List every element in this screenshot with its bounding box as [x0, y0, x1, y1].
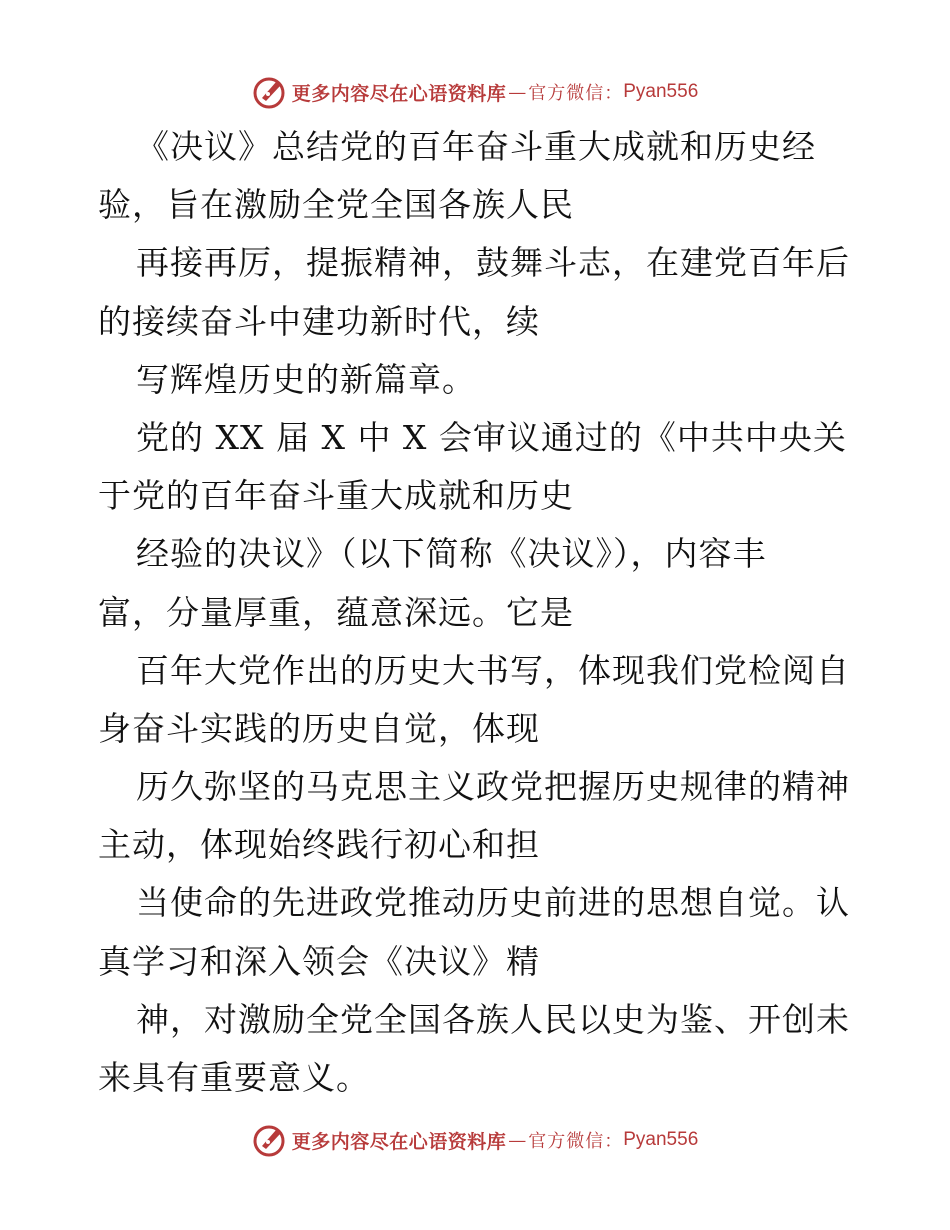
- text-line: 验，旨在激励全党全国各族人民: [98, 185, 574, 225]
- pen-nib-circle-icon: [252, 1122, 288, 1158]
- text-line: 百年大党作出的历史大书写，体现我们党检阅自: [136, 650, 850, 690]
- text-line: 再接再厉，提振精神，鼓舞斗志，在建党百年后: [136, 243, 850, 283]
- text-line: 写辉煌历史的新篇章。: [136, 359, 476, 399]
- pen-nib-circle-icon: [252, 74, 288, 110]
- text-line: 神，对激励全党全国各族人民以史为鉴、开创未: [136, 999, 850, 1039]
- text-line: 党的 XX 届 X 中 X 会审议通过的《中共中央关: [136, 417, 847, 457]
- banner-handle: Pyan556: [623, 81, 699, 102]
- text-line: 真学习和深入领会《决议》精: [98, 941, 540, 981]
- text-line: 经验的决议》（以下简称《决议》），内容丰: [136, 534, 767, 574]
- text-line: 当使命的先进政党推动历史前进的思想自觉。认: [136, 883, 850, 923]
- banner-official-label: 官方微信：: [528, 83, 624, 104]
- banner-brand: 更多内容尽在心语资料库: [291, 1130, 507, 1153]
- footer-banner: [0, 1120, 950, 1160]
- banner-separator: —: [508, 81, 527, 103]
- banner-separator: —: [508, 1129, 527, 1151]
- banner-brand: 更多内容尽在心语资料库: [291, 82, 507, 105]
- document-body: [98, 118, 858, 1107]
- text-line: 于党的百年奋斗重大成就和历史: [98, 476, 574, 516]
- text-line: 的接续奋斗中建功新时代，续: [98, 301, 540, 341]
- text-line: 富，分量厚重，蕴意深远。它是: [98, 592, 574, 632]
- banner-official-label: 官方微信：: [528, 1131, 624, 1152]
- banner-handle: Pyan556: [623, 1129, 699, 1150]
- text-line: 主动，体现始终践行初心和担: [98, 825, 540, 865]
- text-line: 历久弥坚的马克思主义政党把握历史规律的精神: [136, 767, 850, 807]
- text-line: 《决议》总结党的百年奋斗重大成就和历史经: [136, 127, 816, 166]
- text-line: 来具有重要意义。: [98, 1058, 370, 1097]
- header-banner: [0, 72, 950, 112]
- text-line: 身奋斗实践的历史自觉，体现: [98, 708, 540, 748]
